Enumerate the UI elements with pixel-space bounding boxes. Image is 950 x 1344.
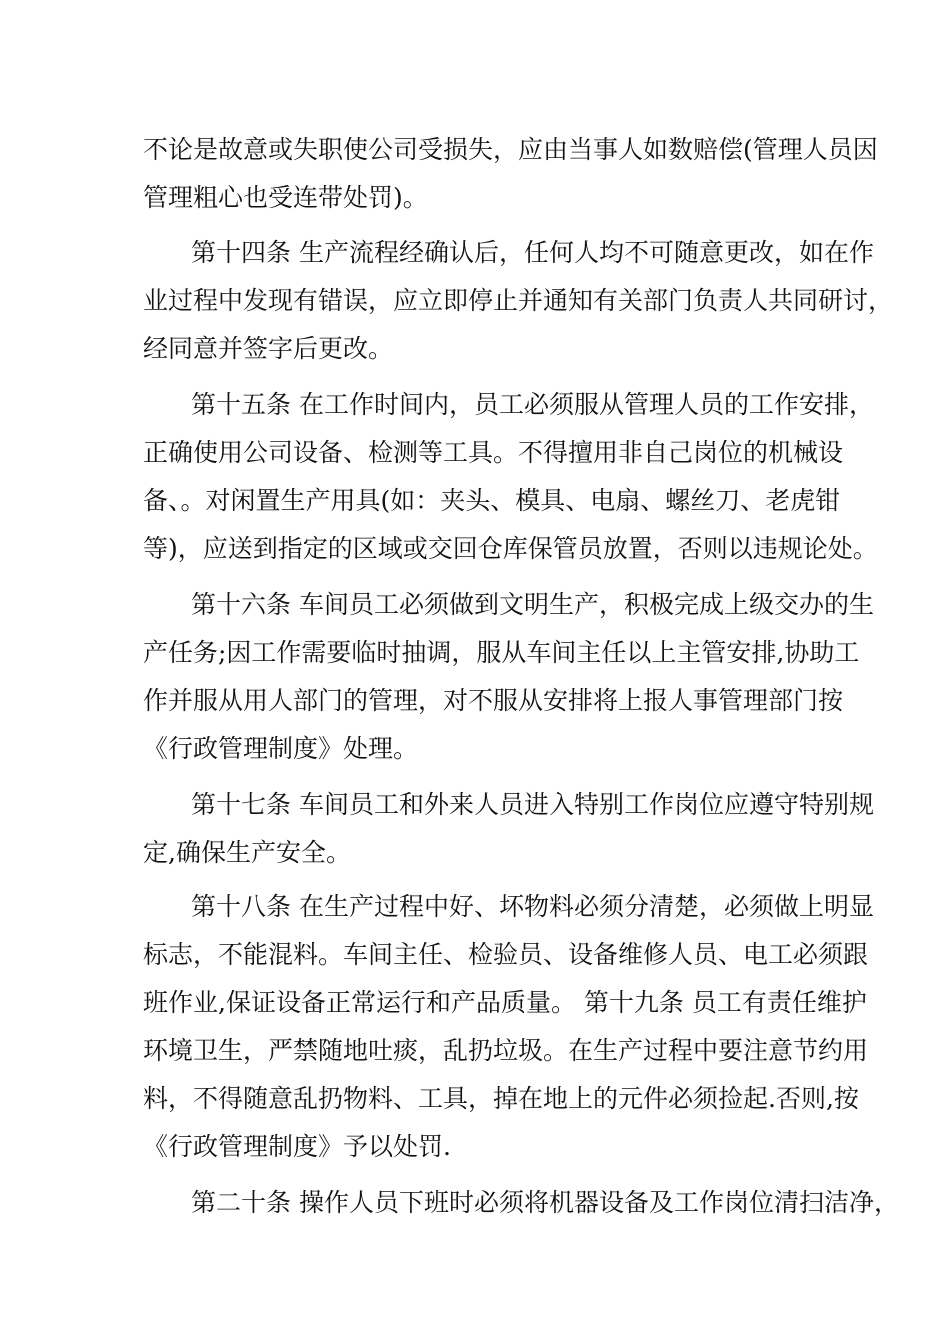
text-line: 正确使用公司设备、检测等工具。不得擅用非自己岗位的机械设 (143, 438, 844, 467)
article-14-line: 第十四条 生产流程经确认后，任何人均不可随意更改，如在作 (191, 238, 874, 267)
text-line: 备、。对闲置生产用具(如：夹头、模具、电扇、螺丝刀、老虎钳 (143, 486, 841, 515)
text-line: 等)，应送到指定的区域或交回仓库保管员放置，否则以违规论处。 (143, 534, 878, 563)
article-18-line: 第十八条 在生产过程中好、坏物料必须分清楚，必须做上明显 (191, 892, 874, 921)
text-line: 标志，不能混料。车间主任、检验员、设备维修人员、电工必须跟 (143, 940, 869, 969)
article-15-line: 第十五条 在工作时间内，员工必须服从管理人员的工作安排， (191, 390, 874, 419)
text-line: 环境卫生，严禁随地吐痰，乱扔垃圾。在生产过程中要注意节约用 (143, 1036, 869, 1065)
article-17-line: 第十七条 车间员工和外来人员进入特别工作岗位应遵守特别规 (191, 790, 874, 819)
text-line: 《行政管理制度》处理。 (143, 734, 419, 763)
text-line: 管理粗心也受连带处罚)。 (143, 183, 428, 212)
text-line: 料，不得随意乱扔物料、工具，掉在地上的元件必须捡起.否则,按 (143, 1084, 859, 1113)
text-line: 《行政管理制度》予以处罚. (143, 1132, 451, 1161)
text-line: 不论是故意或失职使公司受损失，应由当事人如数赔偿(管理人员因 (143, 135, 878, 164)
text-line: 业过程中发现有错误，应立即停止并通知有关部门负责人共同研讨， (143, 286, 894, 315)
article-16-line: 第十六条 车间员工必须做到文明生产，积极完成上级交办的生 (191, 590, 874, 619)
text-line: 作并服从用人部门的管理，对不服从安排将上报人事管理部门按 (143, 686, 844, 715)
text-line: 经同意并签字后更改。 (143, 334, 394, 363)
text-line: 班作业,保证设备正常运行和产品质量。 第十九条 员工有责任维护 (143, 988, 867, 1017)
text-line: 定,确保生产安全。 (143, 838, 351, 867)
article-20-line: 第二十条 操作人员下班时必须将机器设备及工作岗位清扫洁净， (191, 1188, 899, 1217)
text-line: 产任务;因工作需要临时抽调，服从车间主任以上主管安排,协助工 (143, 638, 860, 667)
